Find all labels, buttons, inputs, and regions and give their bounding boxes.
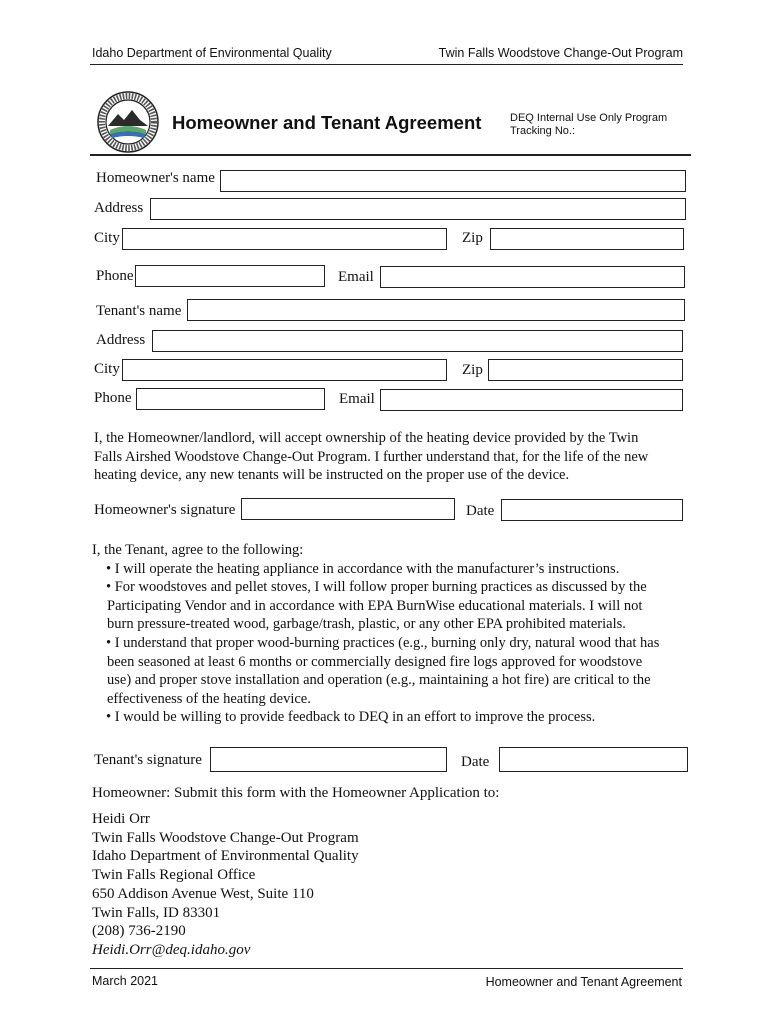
homeowner-zip-label: Zip [462,230,483,246]
tenant-date-field[interactable] [499,747,688,772]
tenant-statement-line: been seasoned at least 6 months or commercially designed fire logs approved for woodstove [107,653,643,670]
mailing-address [92,810,359,960]
homeowner-address-label: Address [94,200,144,216]
tenant-email-label: Email [339,391,375,407]
tenant-statement [92,541,659,727]
tenant-statement-line: • I understand that proper wood-burning practices (e.g., burning only dry, natural wood that has [106,634,660,651]
tenant-signature-label: Tenant's signature [94,752,202,768]
tenant-address-field[interactable] [152,330,683,352]
tenant-statement-intro: I, the Tenant, agree to the following: [92,542,304,558]
homeowner-address-field[interactable] [150,198,686,220]
homeowner-statement-line: Falls Airshed Woodstove Change-Out Program. I further understand that, for the life of the new [94,448,649,465]
address-line: Idaho Department of Environmental Quality [92,848,359,865]
tenant-phone-field[interactable] [136,388,325,410]
idaho-deq-seal-icon [96,90,160,154]
internal-use-note [510,112,667,138]
tenant-statement-line: • I will operate the heating appliance in accordance with the manufacturer’s instructions. [106,560,620,577]
contact-email[interactable]: Heidi.Orr@deq.idaho.gov [92,941,251,958]
tenant-date-label: Date [461,754,490,770]
title-rule [90,154,691,156]
homeowner-city-label: City [94,230,120,246]
internal-use-line2: Tracking No.: [510,125,576,137]
homeowner-date-field[interactable] [501,499,683,521]
homeowner-city-field[interactable] [122,228,447,250]
tenant-statement-line: • For woodstoves and pellet stoves, I will follow proper burning practices as discussed by the [106,579,647,596]
tenant-statement-line: • I would be willing to provide feedback to DEQ in an effort to improve the process. [106,709,596,726]
tenant-city-field[interactable] [122,359,447,381]
homeowner-email-label: Email [338,269,374,285]
header-agency: Idaho Department of Environmental Quality [92,46,332,60]
footer-rule [90,968,683,969]
address-line: (208) 736-2190 [92,923,186,940]
homeowner-signature-field[interactable] [241,498,455,520]
homeowner-phone-field[interactable] [135,265,325,287]
homeowner-date-label: Date [466,503,495,519]
homeowner-phone-label: Phone [96,268,134,284]
homeowner-zip-field[interactable] [490,228,684,250]
header-program: Twin Falls Woodstove Change-Out Program [438,46,683,60]
homeowner-statement-line: I, the Homeowner/landlord, will accept ownership of the heating device provided by the Twin [94,430,639,446]
page-title: Homeowner and Tenant Agreement [172,112,482,133]
tenant-zip-field[interactable] [488,359,683,381]
footer-date: March 2021 [92,974,159,988]
homeowner-statement-line: heating device, any new tenants will be instructed on the proper use of the device. [94,467,570,484]
tenant-name-field[interactable] [187,299,685,321]
tenant-email-field[interactable] [380,389,683,411]
homeowner-email-field[interactable] [380,266,685,288]
tenant-zip-label: Zip [462,362,483,378]
submit-instruction: Homeowner: Submit this form with the Homeowner Application to: [92,785,500,801]
internal-use-line1: DEQ Internal Use Only Program [510,112,668,124]
tenant-statement-line: effectiveness of the heating device. [107,690,311,707]
header-rule [90,64,683,65]
address-line: Twin Falls Woodstove Change-Out Program [92,829,359,846]
homeowner-statement [94,429,648,485]
tenant-statement-line: Participating Vendor and in accordance with EPA BurnWise educational materials. I will not [107,597,643,614]
tenant-signature-field[interactable] [210,747,447,772]
tenant-statement-line: use) and proper stove installation and operation (e.g., maintaining a hot fire) are critical to the [107,672,651,689]
homeowner-name-field[interactable] [220,170,686,192]
tenant-city-label: City [94,361,120,377]
address-line: Heidi Orr [92,811,150,827]
address-line: Twin Falls Regional Office [92,867,256,884]
homeowner-name-label: Homeowner's name [96,170,215,186]
tenant-name-label: Tenant's name [96,303,182,319]
address-line: Twin Falls, ID 83301 [92,904,221,921]
footer-title: Homeowner and Tenant Agreement [485,975,682,989]
tenant-statement-line: burn pressure-treated wood, garbage/trash, plastic, or any other EPA prohibited materials. [107,616,626,633]
tenant-address-label: Address [96,332,146,348]
address-line: 650 Addison Avenue West, Suite 110 [92,885,314,902]
homeowner-signature-label: Homeowner's signature [94,502,236,518]
tenant-phone-label: Phone [94,390,132,406]
